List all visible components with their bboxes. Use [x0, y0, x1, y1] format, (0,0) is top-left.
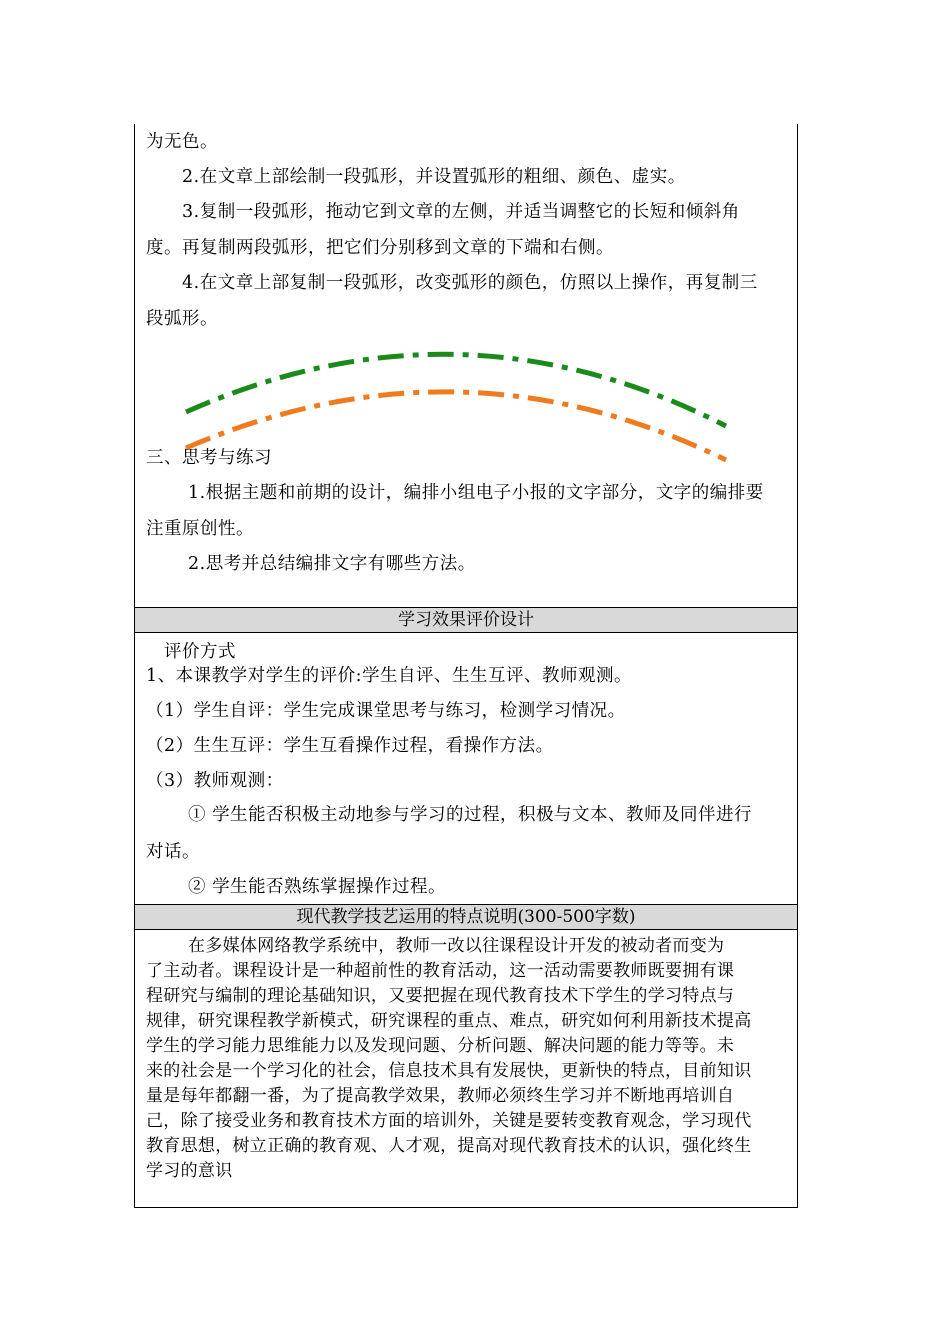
- text-line: 己，除了接受业务和教育技术方面的培训外，关键是要转变教育观念，学习现代: [146, 1111, 752, 1131]
- text-line: （1）学生自评：学生完成课堂思考与练习，检测学习情况。: [146, 701, 626, 721]
- text-line: （3）教师观测：: [146, 771, 284, 791]
- step-3: 3.复制一段弧形，拖动它到文章的左侧，并适当调整它的长短和倾斜角: [182, 202, 740, 222]
- green-dashed-arc: [186, 354, 726, 426]
- evaluation-method-label: 评价方式: [164, 642, 236, 662]
- text-line: 量是每年都翻一番，为了提高教学效果，教师必须终生学习并不断地再培训自: [146, 1086, 735, 1106]
- text-line: 学习的意识: [146, 1161, 233, 1181]
- text-line: 在多媒体网络教学系统中，教师一改以往课程设计开发的被动者而变为: [188, 936, 725, 956]
- text-line: 教育思想，树立正确的教育观、人才观，提高对现代教育技术的认识，强化终生: [146, 1136, 752, 1156]
- text-line: 对话。: [146, 842, 200, 862]
- text-line: 程研究与编制的理论基础知识，又要把握在现代教育技术下学生的学习特点与: [146, 986, 735, 1006]
- text-line: 来的社会是一个学习化的社会，信息技术具有发展快，更新快的特点，目前知识: [146, 1061, 752, 1081]
- step-2: 2.在文章上部绘制一段弧形，并设置弧形的粗细、颜色、虚实。: [182, 167, 686, 187]
- text-line: 1、本课教学对学生的评价:学生自评、生生互评、教师观测。: [146, 666, 633, 686]
- text-line: （2）生生互评：学生互看操作过程，看操作方法。: [146, 736, 554, 756]
- text-line: 为无色。: [146, 132, 218, 152]
- practice-item-2: 2.思考并总结编排文字有哪些方法。: [188, 554, 476, 574]
- practice-item-1: 1.根据主题和前期的设计，编排小组电子小报的文字部分，文字的编排要: [188, 483, 764, 503]
- text-line: 注重原创性。: [146, 519, 254, 539]
- text-line: ① 学生能否积极主动地参与学习的过程，积极与文本、教师及同伴进行: [188, 805, 753, 825]
- text-line: 度。再复制两段弧形，把它们分别移到文章的下端和右侧。: [146, 238, 614, 258]
- text-line: 规律，研究课程教学新模式，研究课程的重点、难点，研究如何利用新技术提高: [146, 1011, 752, 1031]
- text-line: 了主动者。课程设计是一种超前性的教育活动，这一活动需要教师既要拥有课: [146, 961, 735, 981]
- text-line: 学生的学习能力思维能力以及发现问题、分析问题、解决问题的能力等等。未: [146, 1036, 735, 1056]
- text-line: ② 学生能否熟练掌握操作过程。: [188, 877, 447, 897]
- text-line: 段弧形。: [146, 309, 218, 329]
- step-4: 4.在文章上部复制一段弧形，改变弧形的颜色，仿照以上操作，再复制三: [182, 273, 758, 293]
- practice-heading: 三、思考与练习: [146, 448, 272, 468]
- features-header: 现代教学技艺运用的特点说明(300-500字数): [134, 904, 798, 930]
- evaluation-header: 学习效果评价设计: [134, 607, 798, 633]
